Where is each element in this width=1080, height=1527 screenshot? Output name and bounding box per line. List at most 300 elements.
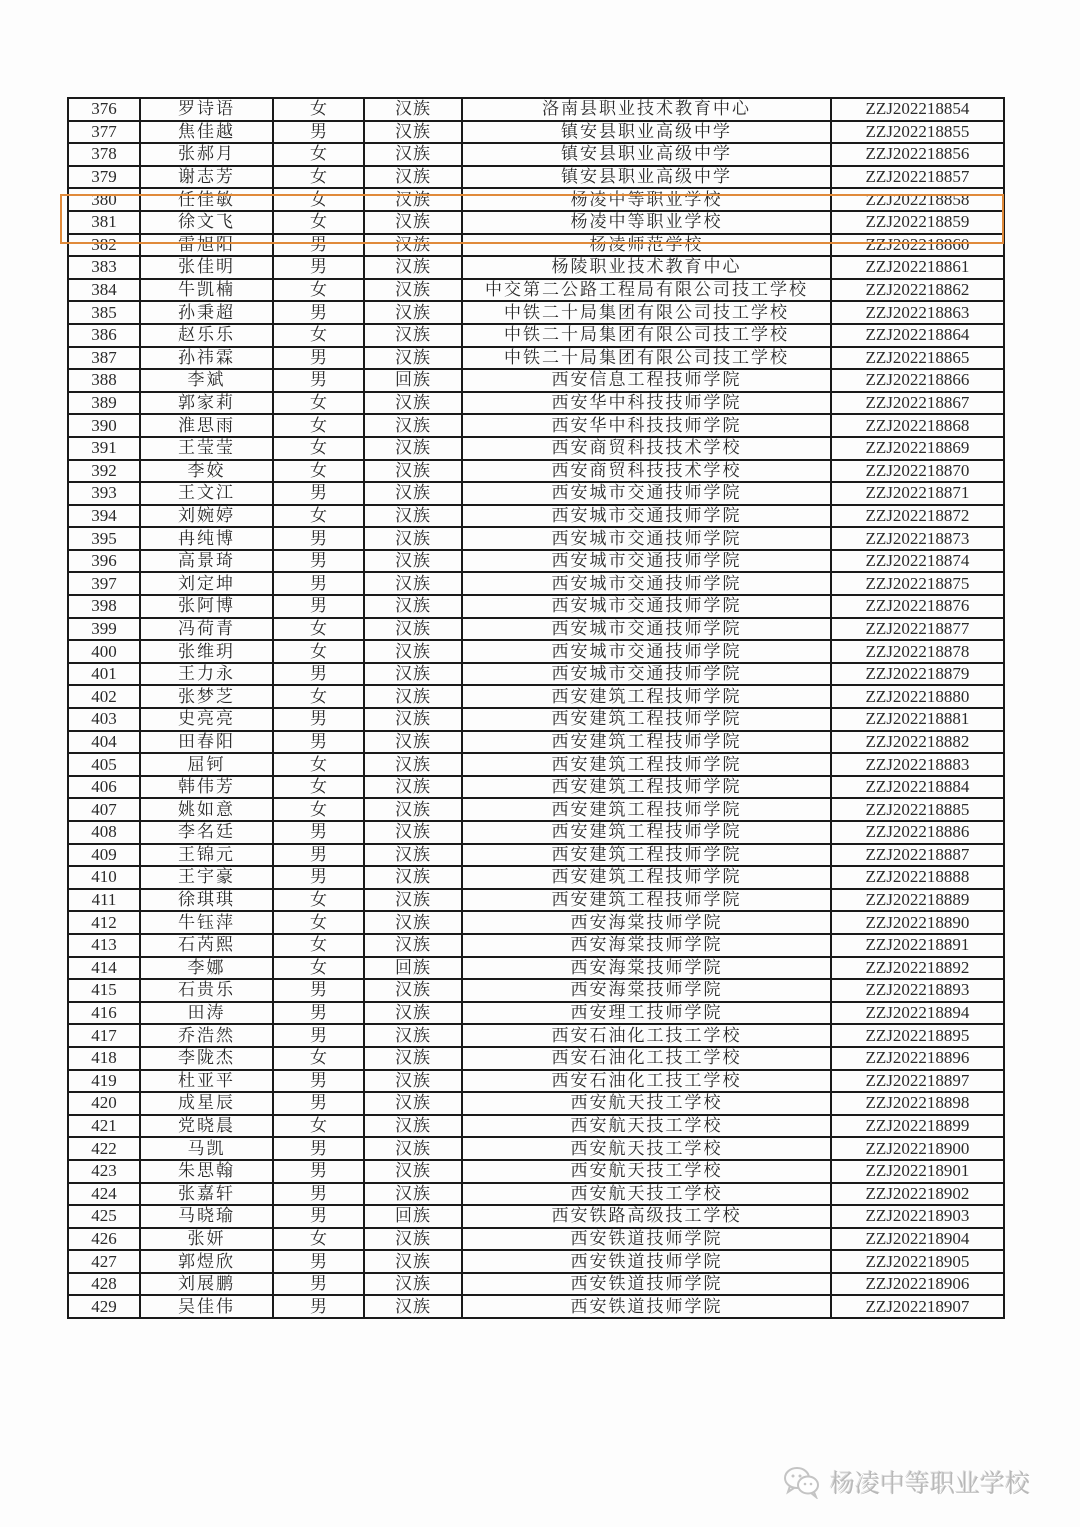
watermark-text: 杨凌中等职业学校 <box>830 1469 1031 1498</box>
table-row <box>68 482 1004 505</box>
school-cell: 西安海棠技师学院 <box>462 934 831 957</box>
ethnicity-cell: 汉族 <box>364 821 462 844</box>
gender-cell: 女 <box>273 889 364 912</box>
school-cell: 西安建筑工程技师学院 <box>462 798 831 821</box>
row-number-cell: 393 <box>68 482 140 505</box>
certificate-code-cell: ZZJ202218880 <box>831 685 1004 708</box>
row-number-cell: 382 <box>68 234 140 257</box>
row-number-cell: 407 <box>68 798 140 821</box>
student-name-cell: 淮思雨 <box>140 414 273 437</box>
table-row <box>68 821 1004 844</box>
row-number-cell: 377 <box>68 121 140 144</box>
school-cell: 西安石油化工技工学校 <box>462 1047 831 1070</box>
student-name-cell: 姚如意 <box>140 798 273 821</box>
row-number-cell: 418 <box>68 1047 140 1070</box>
certificate-code-cell: ZZJ202218906 <box>831 1273 1004 1296</box>
row-number-cell: 413 <box>68 934 140 957</box>
school-cell: 西安华中科技技师学院 <box>462 414 831 437</box>
table-row <box>68 1137 1004 1160</box>
row-number-cell: 421 <box>68 1115 140 1138</box>
certificate-code-cell: ZZJ202218862 <box>831 279 1004 302</box>
row-number-cell: 403 <box>68 708 140 731</box>
table-row <box>68 143 1004 166</box>
certificate-code-cell: ZZJ202218868 <box>831 414 1004 437</box>
ethnicity-cell: 汉族 <box>364 889 462 912</box>
certificate-code-cell: ZZJ202218861 <box>831 256 1004 279</box>
table-row <box>68 1070 1004 1093</box>
ethnicity-cell: 汉族 <box>364 663 462 686</box>
ethnicity-cell: 汉族 <box>364 1092 462 1115</box>
certificate-code-cell: ZZJ202218890 <box>831 911 1004 934</box>
row-number-cell: 398 <box>68 595 140 618</box>
ethnicity-cell: 汉族 <box>364 460 462 483</box>
table-row <box>68 957 1004 980</box>
gender-cell: 男 <box>273 1092 364 1115</box>
school-cell: 西安建筑工程技师学院 <box>462 731 831 754</box>
gender-cell: 女 <box>273 957 364 980</box>
table-row <box>68 527 1004 550</box>
ethnicity-cell: 汉族 <box>364 301 462 324</box>
row-number-cell: 419 <box>68 1070 140 1093</box>
table-row <box>68 889 1004 912</box>
school-cell: 西安商贸科技技术学校 <box>462 460 831 483</box>
gender-cell: 女 <box>273 1115 364 1138</box>
row-number-cell: 391 <box>68 437 140 460</box>
row-number-cell: 395 <box>68 527 140 550</box>
row-number-cell: 379 <box>68 166 140 189</box>
certificate-code-cell: ZZJ202218898 <box>831 1092 1004 1115</box>
table-row <box>68 1092 1004 1115</box>
gender-cell: 女 <box>273 324 364 347</box>
table-row <box>68 866 1004 889</box>
gender-cell: 女 <box>273 753 364 776</box>
school-cell: 西安理工技师学院 <box>462 1002 831 1025</box>
school-cell: 中铁二十局集团有限公司技工学校 <box>462 301 831 324</box>
school-cell: 西安城市交通技师学院 <box>462 595 831 618</box>
student-name-cell: 焦佳越 <box>140 121 273 144</box>
student-name-cell: 罗诗语 <box>140 98 273 121</box>
gender-cell: 男 <box>273 731 364 754</box>
school-cell: 西安建筑工程技师学院 <box>462 753 831 776</box>
certificate-code-cell: ZZJ202218891 <box>831 934 1004 957</box>
gender-cell: 男 <box>273 121 364 144</box>
ethnicity-cell: 汉族 <box>364 753 462 776</box>
certificate-code-cell: ZZJ202218874 <box>831 550 1004 573</box>
gender-cell: 女 <box>273 143 364 166</box>
ethnicity-cell: 汉族 <box>364 211 462 234</box>
table-row <box>68 550 1004 573</box>
gender-cell: 男 <box>273 256 364 279</box>
school-cell: 西安石油化工技工学校 <box>462 1070 831 1093</box>
student-name-cell: 吴佳伟 <box>140 1295 273 1318</box>
certificate-code-cell: ZZJ202218875 <box>831 572 1004 595</box>
ethnicity-cell: 汉族 <box>364 279 462 302</box>
certificate-code-cell: ZZJ202218901 <box>831 1160 1004 1183</box>
ethnicity-cell: 汉族 <box>364 392 462 415</box>
row-number-cell: 376 <box>68 98 140 121</box>
certificate-code-cell: ZZJ202218872 <box>831 505 1004 528</box>
student-name-cell: 马凯 <box>140 1137 273 1160</box>
certificate-code-cell: ZZJ202218883 <box>831 753 1004 776</box>
ethnicity-cell: 汉族 <box>364 1115 462 1138</box>
certificate-code-cell: ZZJ202218896 <box>831 1047 1004 1070</box>
school-cell: 西安航天技工学校 <box>462 1137 831 1160</box>
ethnicity-cell: 汉族 <box>364 1183 462 1206</box>
ethnicity-cell: 汉族 <box>364 1273 462 1296</box>
student-name-cell: 石贵乐 <box>140 979 273 1002</box>
table-row <box>68 211 1004 234</box>
table-row <box>68 1047 1004 1070</box>
gender-cell: 女 <box>273 798 364 821</box>
student-name-cell: 张梦芝 <box>140 685 273 708</box>
student-name-cell: 刘婉婷 <box>140 505 273 528</box>
certificate-code-cell: ZZJ202218899 <box>831 1115 1004 1138</box>
ethnicity-cell: 汉族 <box>364 1002 462 1025</box>
table-row <box>68 798 1004 821</box>
table-row <box>68 618 1004 641</box>
gender-cell: 男 <box>273 821 364 844</box>
row-number-cell: 405 <box>68 753 140 776</box>
row-number-cell: 411 <box>68 889 140 912</box>
student-name-cell: 李姣 <box>140 460 273 483</box>
roster-table-body <box>68 98 1004 1318</box>
gender-cell: 女 <box>273 211 364 234</box>
school-cell: 西安建筑工程技师学院 <box>462 776 831 799</box>
table-row <box>68 776 1004 799</box>
certificate-code-cell: ZZJ202218892 <box>831 957 1004 980</box>
school-cell: 西安海棠技师学院 <box>462 911 831 934</box>
certificate-code-cell: ZZJ202218879 <box>831 663 1004 686</box>
table-row <box>68 98 1004 121</box>
gender-cell: 男 <box>273 1273 364 1296</box>
school-cell: 西安城市交通技师学院 <box>462 527 831 550</box>
student-name-cell: 孙祎霖 <box>140 347 273 370</box>
table-row <box>68 234 1004 257</box>
ethnicity-cell: 汉族 <box>364 911 462 934</box>
gender-cell: 女 <box>273 1047 364 1070</box>
student-name-cell: 徐琪琪 <box>140 889 273 912</box>
school-cell: 西安铁道技师学院 <box>462 1228 831 1251</box>
gender-cell: 女 <box>273 776 364 799</box>
certificate-code-cell: ZZJ202218857 <box>831 166 1004 189</box>
school-cell: 西安航天技工学校 <box>462 1160 831 1183</box>
certificate-code-cell: ZZJ202218888 <box>831 866 1004 889</box>
row-number-cell: 401 <box>68 663 140 686</box>
row-number-cell: 390 <box>68 414 140 437</box>
certificate-code-cell: ZZJ202218881 <box>831 708 1004 731</box>
row-number-cell: 414 <box>68 957 140 980</box>
certificate-code-cell: ZZJ202218885 <box>831 798 1004 821</box>
ethnicity-cell: 汉族 <box>364 550 462 573</box>
ethnicity-cell: 汉族 <box>364 685 462 708</box>
ethnicity-cell: 回族 <box>364 957 462 980</box>
student-name-cell: 牛钰萍 <box>140 911 273 934</box>
gender-cell: 男 <box>273 234 364 257</box>
table-row <box>68 1160 1004 1183</box>
student-name-cell: 张嘉轩 <box>140 1183 273 1206</box>
certificate-code-cell: ZZJ202218854 <box>831 98 1004 121</box>
wechat-watermark <box>782 1462 1030 1502</box>
table-row <box>68 753 1004 776</box>
student-name-cell: 成星辰 <box>140 1092 273 1115</box>
ethnicity-cell: 汉族 <box>364 414 462 437</box>
student-name-cell: 张佳明 <box>140 256 273 279</box>
school-cell: 西安海棠技师学院 <box>462 957 831 980</box>
ethnicity-cell: 汉族 <box>364 798 462 821</box>
ethnicity-cell: 汉族 <box>364 1137 462 1160</box>
gender-cell: 女 <box>273 618 364 641</box>
table-row <box>68 505 1004 528</box>
student-name-cell: 雷旭阳 <box>140 234 273 257</box>
table-row <box>68 731 1004 754</box>
certificate-code-cell: ZZJ202218886 <box>831 821 1004 844</box>
student-name-cell: 屈钶 <box>140 753 273 776</box>
ethnicity-cell: 汉族 <box>364 572 462 595</box>
gender-cell: 男 <box>273 866 364 889</box>
school-cell: 西安海棠技师学院 <box>462 979 831 1002</box>
ethnicity-cell: 汉族 <box>364 1024 462 1047</box>
gender-cell: 男 <box>273 369 364 392</box>
table-row <box>68 1228 1004 1251</box>
gender-cell: 男 <box>273 301 364 324</box>
student-name-cell: 赵乐乐 <box>140 324 273 347</box>
gender-cell: 男 <box>273 595 364 618</box>
table-row <box>68 934 1004 957</box>
gender-cell: 女 <box>273 934 364 957</box>
student-name-cell: 党晓晨 <box>140 1115 273 1138</box>
table-row <box>68 595 1004 618</box>
student-name-cell: 韩伟芳 <box>140 776 273 799</box>
gender-cell: 男 <box>273 1002 364 1025</box>
school-cell: 西安建筑工程技师学院 <box>462 708 831 731</box>
student-name-cell: 孙秉超 <box>140 301 273 324</box>
school-cell: 西安建筑工程技师学院 <box>462 866 831 889</box>
school-cell: 西安石油化工技工学校 <box>462 1024 831 1047</box>
table-row <box>68 1115 1004 1138</box>
gender-cell: 男 <box>273 1183 364 1206</box>
gender-cell: 男 <box>273 1024 364 1047</box>
school-cell: 中铁二十局集团有限公司技工学校 <box>462 324 831 347</box>
student-name-cell: 王锦元 <box>140 844 273 867</box>
school-cell: 西安城市交通技师学院 <box>462 663 831 686</box>
school-cell: 西安建筑工程技师学院 <box>462 889 831 912</box>
gender-cell: 女 <box>273 166 364 189</box>
gender-cell: 男 <box>273 1070 364 1093</box>
school-cell: 杨凌中等职业学校 <box>462 188 831 211</box>
row-number-cell: 426 <box>68 1228 140 1251</box>
school-cell: 西安华中科技技师学院 <box>462 392 831 415</box>
gender-cell: 男 <box>273 482 364 505</box>
certificate-code-cell: ZZJ202218907 <box>831 1295 1004 1318</box>
ethnicity-cell: 汉族 <box>364 98 462 121</box>
school-cell: 西安城市交通技师学院 <box>462 482 831 505</box>
ethnicity-cell: 汉族 <box>364 640 462 663</box>
gender-cell: 女 <box>273 640 364 663</box>
school-cell: 西安航天技工学校 <box>462 1183 831 1206</box>
row-number-cell: 412 <box>68 911 140 934</box>
row-number-cell: 392 <box>68 460 140 483</box>
certificate-code-cell: ZZJ202218887 <box>831 844 1004 867</box>
ethnicity-cell: 汉族 <box>364 618 462 641</box>
row-number-cell: 378 <box>68 143 140 166</box>
student-name-cell: 郭家莉 <box>140 392 273 415</box>
gender-cell: 男 <box>273 708 364 731</box>
table-row <box>68 392 1004 415</box>
ethnicity-cell: 汉族 <box>364 979 462 1002</box>
certificate-code-cell: ZZJ202218860 <box>831 234 1004 257</box>
student-name-cell: 谢志芳 <box>140 166 273 189</box>
gender-cell: 男 <box>273 1250 364 1273</box>
gender-cell: 男 <box>273 663 364 686</box>
student-name-cell: 张维玥 <box>140 640 273 663</box>
ethnicity-cell: 汉族 <box>364 234 462 257</box>
school-cell: 中铁二十局集团有限公司技工学校 <box>462 347 831 370</box>
school-cell: 杨凌师范学校 <box>462 234 831 257</box>
student-name-cell: 王力永 <box>140 663 273 686</box>
student-name-cell: 王文江 <box>140 482 273 505</box>
ethnicity-cell: 汉族 <box>364 1160 462 1183</box>
table-row <box>68 1273 1004 1296</box>
student-name-cell: 任佳敏 <box>140 188 273 211</box>
row-number-cell: 384 <box>68 279 140 302</box>
ethnicity-cell: 汉族 <box>364 1047 462 1070</box>
certificate-code-cell: ZZJ202218884 <box>831 776 1004 799</box>
student-name-cell: 李娜 <box>140 957 273 980</box>
school-cell: 镇安县职业高级中学 <box>462 166 831 189</box>
gender-cell: 女 <box>273 414 364 437</box>
certificate-code-cell: ZZJ202218870 <box>831 460 1004 483</box>
table-row <box>68 166 1004 189</box>
ethnicity-cell: 汉族 <box>364 595 462 618</box>
gender-cell: 女 <box>273 505 364 528</box>
school-cell: 西安城市交通技师学院 <box>462 550 831 573</box>
school-cell: 西安城市交通技师学院 <box>462 640 831 663</box>
certificate-code-cell: ZZJ202218900 <box>831 1137 1004 1160</box>
table-row <box>68 572 1004 595</box>
ethnicity-cell: 回族 <box>364 1205 462 1228</box>
ethnicity-cell: 汉族 <box>364 708 462 731</box>
school-cell: 西安商贸科技技术学校 <box>462 437 831 460</box>
certificate-code-cell: ZZJ202218889 <box>831 889 1004 912</box>
row-number-cell: 406 <box>68 776 140 799</box>
ethnicity-cell: 汉族 <box>364 866 462 889</box>
ethnicity-cell: 汉族 <box>364 1228 462 1251</box>
certificate-code-cell: ZZJ202218897 <box>831 1070 1004 1093</box>
ethnicity-cell: 汉族 <box>364 256 462 279</box>
student-name-cell: 马晓瑜 <box>140 1205 273 1228</box>
student-name-cell: 王宇豪 <box>140 866 273 889</box>
school-cell: 西安城市交通技师学院 <box>462 505 831 528</box>
ethnicity-cell: 汉族 <box>364 347 462 370</box>
student-name-cell: 牛凯楠 <box>140 279 273 302</box>
student-name-cell: 石芮熙 <box>140 934 273 957</box>
school-cell: 西安铁道技师学院 <box>462 1295 831 1318</box>
student-name-cell: 刘定坤 <box>140 572 273 595</box>
row-number-cell: 387 <box>68 347 140 370</box>
table-row <box>68 347 1004 370</box>
gender-cell: 男 <box>273 347 364 370</box>
student-name-cell: 徐文飞 <box>140 211 273 234</box>
certificate-code-cell: ZZJ202218895 <box>831 1024 1004 1047</box>
row-number-cell: 404 <box>68 731 140 754</box>
ethnicity-cell: 汉族 <box>364 1070 462 1093</box>
ethnicity-cell: 汉族 <box>364 121 462 144</box>
row-number-cell: 386 <box>68 324 140 347</box>
certificate-code-cell: ZZJ202218877 <box>831 618 1004 641</box>
certificate-code-cell: ZZJ202218855 <box>831 121 1004 144</box>
table-row <box>68 911 1004 934</box>
school-cell: 中交第二公路工程局有限公司技工学校 <box>462 279 831 302</box>
row-number-cell: 408 <box>68 821 140 844</box>
gender-cell: 女 <box>273 911 364 934</box>
gender-cell: 男 <box>273 1205 364 1228</box>
ethnicity-cell: 汉族 <box>364 324 462 347</box>
student-name-cell: 杜亚平 <box>140 1070 273 1093</box>
certificate-code-cell: ZZJ202218894 <box>831 1002 1004 1025</box>
ethnicity-cell: 汉族 <box>364 934 462 957</box>
ethnicity-cell: 汉族 <box>364 482 462 505</box>
certificate-code-cell: ZZJ202218903 <box>831 1205 1004 1228</box>
school-cell: 镇安县职业高级中学 <box>462 143 831 166</box>
school-cell: 西安城市交通技师学院 <box>462 618 831 641</box>
school-cell: 杨陵职业技术教育中心 <box>462 256 831 279</box>
ethnicity-cell: 汉族 <box>364 1250 462 1273</box>
row-number-cell: 389 <box>68 392 140 415</box>
student-name-cell: 李斌 <box>140 369 273 392</box>
school-cell: 西安建筑工程技师学院 <box>462 821 831 844</box>
row-number-cell: 385 <box>68 301 140 324</box>
table-row <box>68 1183 1004 1206</box>
gender-cell: 男 <box>273 550 364 573</box>
row-number-cell: 399 <box>68 618 140 641</box>
row-number-cell: 396 <box>68 550 140 573</box>
gender-cell: 女 <box>273 98 364 121</box>
school-cell: 杨凌中等职业学校 <box>462 211 831 234</box>
certificate-code-cell: ZZJ202218864 <box>831 324 1004 347</box>
row-number-cell: 380 <box>68 188 140 211</box>
ethnicity-cell: 汉族 <box>364 776 462 799</box>
certificate-code-cell: ZZJ202218865 <box>831 347 1004 370</box>
table-row <box>68 640 1004 663</box>
row-number-cell: 428 <box>68 1273 140 1296</box>
gender-cell: 女 <box>273 1228 364 1251</box>
row-number-cell: 383 <box>68 256 140 279</box>
certificate-code-cell: ZZJ202218869 <box>831 437 1004 460</box>
certificate-code-cell: ZZJ202218902 <box>831 1183 1004 1206</box>
school-cell: 西安建筑工程技师学院 <box>462 844 831 867</box>
gender-cell: 男 <box>273 1137 364 1160</box>
row-number-cell: 427 <box>68 1250 140 1273</box>
student-name-cell: 郭煜欣 <box>140 1250 273 1273</box>
student-name-cell: 张郝月 <box>140 143 273 166</box>
row-number-cell: 429 <box>68 1295 140 1318</box>
wechat-icon <box>782 1465 822 1499</box>
ethnicity-cell: 汉族 <box>364 1295 462 1318</box>
certificate-code-cell: ZZJ202218866 <box>831 369 1004 392</box>
certificate-code-cell: ZZJ202218882 <box>831 731 1004 754</box>
student-name-cell: 乔浩然 <box>140 1024 273 1047</box>
ethnicity-cell: 汉族 <box>364 143 462 166</box>
school-cell: 西安航天技工学校 <box>462 1115 831 1138</box>
student-name-cell: 刘展鹏 <box>140 1273 273 1296</box>
row-number-cell: 422 <box>68 1137 140 1160</box>
school-cell: 西安信息工程技师学院 <box>462 369 831 392</box>
table-row <box>68 1250 1004 1273</box>
student-name-cell: 李陇杰 <box>140 1047 273 1070</box>
table-row <box>68 1002 1004 1025</box>
certificate-code-cell: ZZJ202218859 <box>831 211 1004 234</box>
table-row <box>68 279 1004 302</box>
